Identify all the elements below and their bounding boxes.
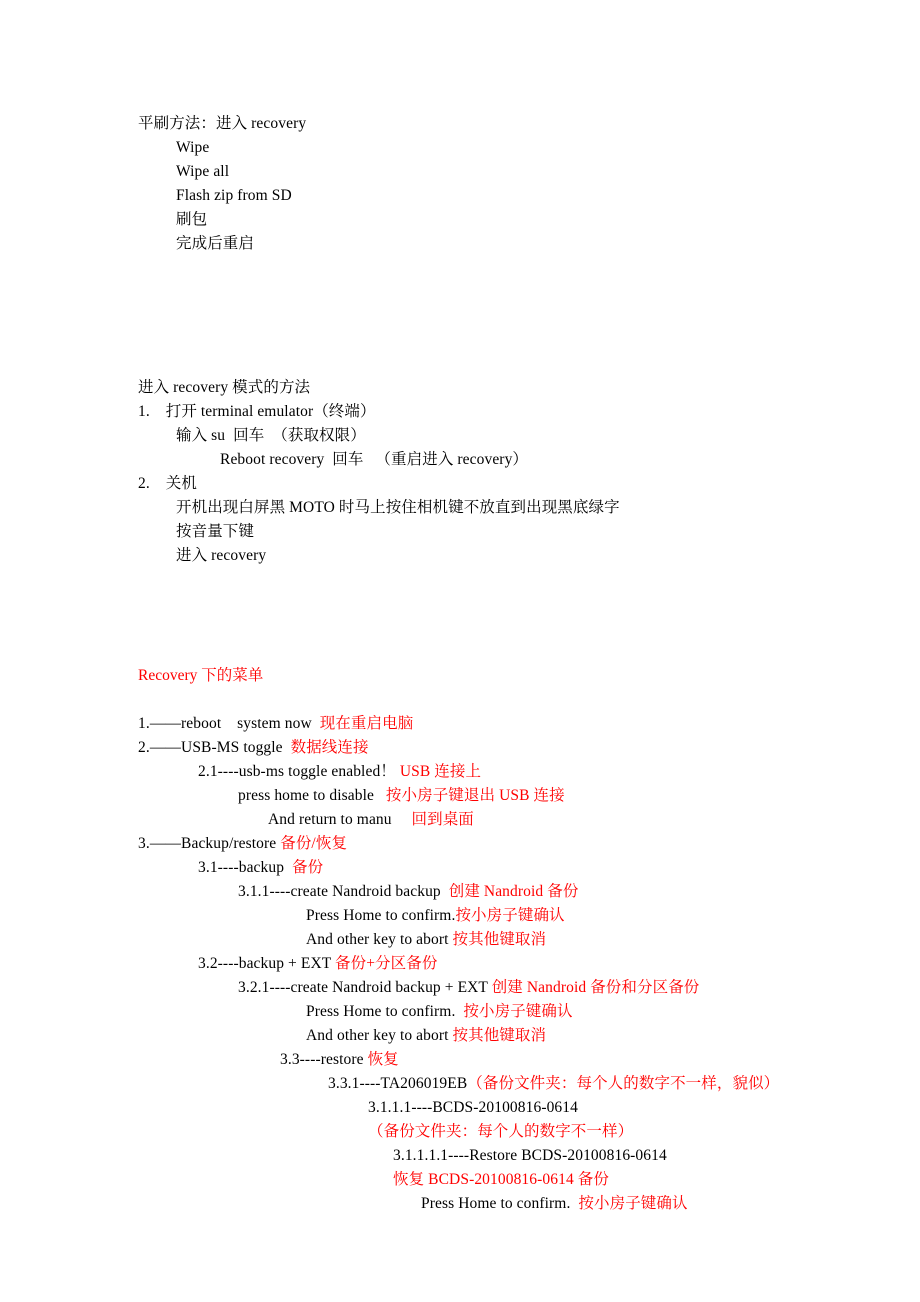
menu-item — [138, 880, 838, 904]
text-run: 3.2----backup + EXT — [198, 955, 335, 972]
paragraph — [138, 232, 838, 256]
menu-item — [138, 1048, 838, 1072]
text-run-annotation: 备份/恢复 — [280, 835, 348, 852]
text-run-annotation: 按小房子键确认 — [578, 1195, 688, 1212]
paragraph — [138, 184, 838, 208]
section-recovery-menu — [138, 664, 838, 1216]
menu-item — [138, 1168, 838, 1192]
text-run-annotation: 备份+分区备份 — [335, 955, 438, 972]
menu-item — [138, 928, 838, 952]
menu-item — [138, 784, 838, 808]
vertical-gap — [138, 640, 838, 664]
text-run-annotation: 创建 Nandroid 备份和分区备份 — [491, 979, 700, 996]
text-run: 3.3----restore — [280, 1051, 368, 1068]
menu-item — [138, 736, 838, 760]
menu-item — [138, 712, 838, 736]
text-run-annotation: 现在重启电脑 — [319, 715, 414, 732]
paragraph — [138, 448, 838, 472]
text-run-annotation: 数据线连接 — [290, 739, 369, 756]
text-run-annotation: （备份文件夹：每个人的数字不一样） — [368, 1123, 634, 1140]
paragraph — [138, 496, 838, 520]
menu-item — [138, 976, 838, 1000]
paragraph — [138, 112, 838, 136]
text-run: And return to manu — [268, 811, 412, 828]
menu-item — [138, 1144, 838, 1168]
menu-item — [138, 808, 838, 832]
text-run: 平刷方法：进入 recovery — [138, 115, 307, 132]
text-run: 输入 su 回车 （获取权限） — [176, 427, 366, 444]
text-run: 1. 打开 terminal emulator（终端） — [138, 403, 376, 420]
document-body — [138, 112, 838, 1216]
text-run: 完成后重启 — [176, 235, 255, 252]
menu-item — [138, 904, 838, 928]
text-run: 2. 关机 — [138, 475, 197, 492]
text-run: And other key to abort — [306, 931, 453, 948]
vertical-gap — [138, 688, 838, 712]
vertical-gap — [138, 328, 838, 376]
menu-item — [138, 1192, 838, 1216]
text-run: Wipe — [176, 139, 210, 156]
text-run: Reboot recovery 回车 （重启进入 recovery） — [220, 451, 529, 468]
paragraph — [138, 160, 838, 184]
list-item — [138, 472, 838, 496]
text-run: Press Home to confirm. — [421, 1195, 579, 1212]
text-run: 3.1.1.1.1----Restore BCDS-20100816-0614 — [393, 1147, 667, 1164]
text-run-annotation: （备份文件夹：每个人的数字不一样，貌似） — [467, 1075, 780, 1092]
menu-item — [138, 1072, 838, 1096]
text-run: Flash zip from SD — [176, 187, 292, 204]
section-title: Recovery 下的菜单 — [138, 667, 264, 684]
section-flash-method — [138, 112, 838, 256]
menu-item — [138, 952, 838, 976]
section-enter-recovery — [138, 376, 838, 568]
text-run-annotation: 恢复 — [367, 1051, 399, 1068]
text-run: 进入 recovery — [176, 547, 267, 564]
text-run-annotation: 回到桌面 — [411, 811, 474, 828]
vertical-gap — [138, 256, 838, 328]
text-run-annotation: 备份 — [292, 859, 324, 876]
text-run: 3.——Backup/restore — [138, 835, 281, 852]
text-run: And other key to abort — [306, 1027, 453, 1044]
list-item — [138, 400, 838, 424]
text-run: Press Home to confirm. — [306, 907, 456, 924]
text-run: 2.1----usb-ms toggle enabled！ — [198, 763, 396, 780]
text-run-annotation: 按小房子键确认 — [463, 1003, 573, 1020]
text-run: Press Home to confirm. — [306, 1003, 464, 1020]
text-run: 3.1----backup — [198, 859, 293, 876]
menu-item — [138, 1024, 838, 1048]
paragraph — [138, 376, 838, 400]
paragraph — [138, 208, 838, 232]
text-run: 按音量下键 — [176, 523, 255, 540]
text-run: 3.1.1----create Nandroid backup — [238, 883, 449, 900]
paragraph — [138, 136, 838, 160]
text-run-annotation: 按其他键取消 — [452, 931, 547, 948]
menu-item — [138, 1096, 838, 1144]
text-run-annotation: 按小房子键退出 USB 连接 — [385, 787, 565, 804]
menu-item — [138, 760, 838, 784]
text-run: 3.2.1----create Nandroid backup + EXT — [238, 979, 492, 996]
vertical-gap — [138, 568, 838, 640]
paragraph — [138, 520, 838, 544]
paragraph — [138, 424, 838, 448]
text-run: 3.1.1.1----BCDS-20100816-0614 — [368, 1099, 578, 1116]
text-run-annotation: 按小房子键确认 — [455, 907, 565, 924]
text-run: Wipe all — [176, 163, 230, 180]
text-run: 刷包 — [176, 211, 208, 228]
text-run: press home to disable — [238, 787, 386, 804]
text-run-annotation: USB 连接上 — [395, 763, 482, 780]
paragraph — [138, 544, 838, 568]
text-run-annotation: 恢复 BCDS-20100816-0614 备份 — [393, 1171, 609, 1188]
text-run: 2.——USB-MS toggle — [138, 739, 291, 756]
text-run: 3.3.1----TA206019EB — [328, 1075, 468, 1092]
text-run-annotation: 创建 Nandroid 备份 — [448, 883, 579, 900]
text-run: 开机出现白屏黑 MOTO 时马上按住相机键不放直到出现黑底绿字 — [176, 499, 620, 516]
text-run: 1.——reboot system now — [138, 715, 320, 732]
text-run-annotation: 按其他键取消 — [452, 1027, 547, 1044]
menu-item — [138, 856, 838, 880]
menu-item — [138, 832, 838, 856]
menu-item — [138, 1000, 838, 1024]
text-run: 进入 recovery 模式的方法 — [138, 379, 311, 396]
